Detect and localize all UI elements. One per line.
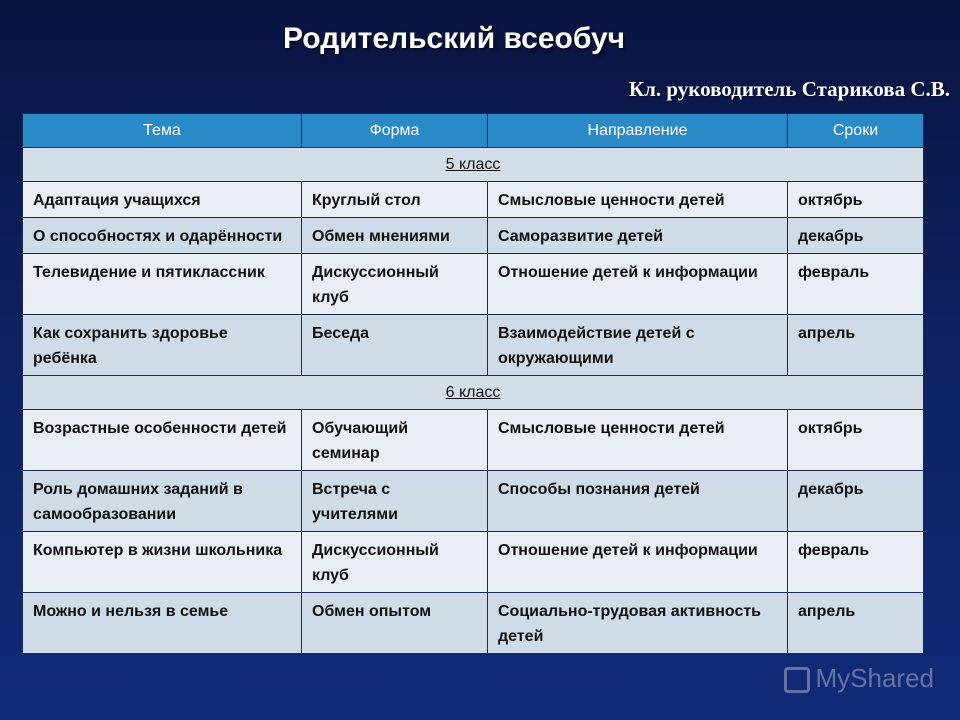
cell-direction: Способы познания детей [488,471,788,532]
cell-topic: Как сохранить здоровье ребёнка [23,315,302,376]
cell-topic: Адаптация учащихся [23,182,302,218]
cell-dates: февраль [788,532,924,593]
cell-topic: Компьютер в жизни школьника [23,532,302,593]
cell-dates: апрель [788,315,924,376]
watermark-text: MyShared [815,663,934,693]
cell-form: Обмен мнениями [302,218,488,254]
cell-form: Круглый стол [302,182,488,218]
table-row [23,182,924,218]
cell-form: Беседа [302,315,488,376]
table-header-row [23,114,924,148]
cell-dates: октябрь [788,410,924,471]
cell-form: Встреча с учителями [302,471,488,532]
header-form: Форма [302,114,488,148]
table-row [23,254,924,315]
myshared-logo-icon [784,667,810,693]
cell-direction: Смысловые ценности детей [488,410,788,471]
cell-direction: Смысловые ценности детей [488,182,788,218]
table-row [23,471,924,532]
schedule-table [22,113,924,654]
grade-row-6 [23,376,924,410]
cell-dates: декабрь [788,218,924,254]
grade-row-5 [23,148,924,182]
cell-form: Дискуссионный клуб [302,254,488,315]
cell-direction: Саморазвитие детей [488,218,788,254]
cell-topic: Можно и нельзя в семье [23,593,302,654]
table-row [23,218,924,254]
cell-direction: Отношение детей к информации [488,532,788,593]
table-row [23,593,924,654]
watermark [784,663,935,694]
header-dates: Сроки [788,114,924,148]
grade-label-text: 6 класс [445,384,501,401]
table-row [23,315,924,376]
table-row [23,410,924,471]
table-row [23,532,924,593]
grade-label [23,148,924,182]
cell-form: Обучающий семинар [302,410,488,471]
cell-dates: октябрь [788,182,924,218]
teacher-name: Кл. руководитель Старикова С.В. [628,77,950,101]
cell-topic: Возрастные особенности детей [23,410,302,471]
cell-direction: Взаимодействие детей с окружающими [488,315,788,376]
cell-dates: декабрь [788,471,924,532]
grade-label [23,376,924,410]
slide-title: Родительский всеобуч [283,22,626,55]
cell-topic: Роль домашних заданий в самообразовании [23,471,302,532]
cell-form: Дискуссионный клуб [302,532,488,593]
cell-dates: февраль [788,254,924,315]
cell-topic: О способностях и одарённости [23,218,302,254]
cell-topic: Телевидение и пятиклассник [23,254,302,315]
grade-label-text: 5 класс [445,156,501,173]
header-direction: Направление [488,114,788,148]
cell-direction: Социально-трудовая активность детей [488,593,788,654]
cell-form: Обмен опытом [302,593,488,654]
cell-direction: Отношение детей к информации [488,254,788,315]
header-topic: Тема [23,114,302,148]
cell-dates: апрель [788,593,924,654]
